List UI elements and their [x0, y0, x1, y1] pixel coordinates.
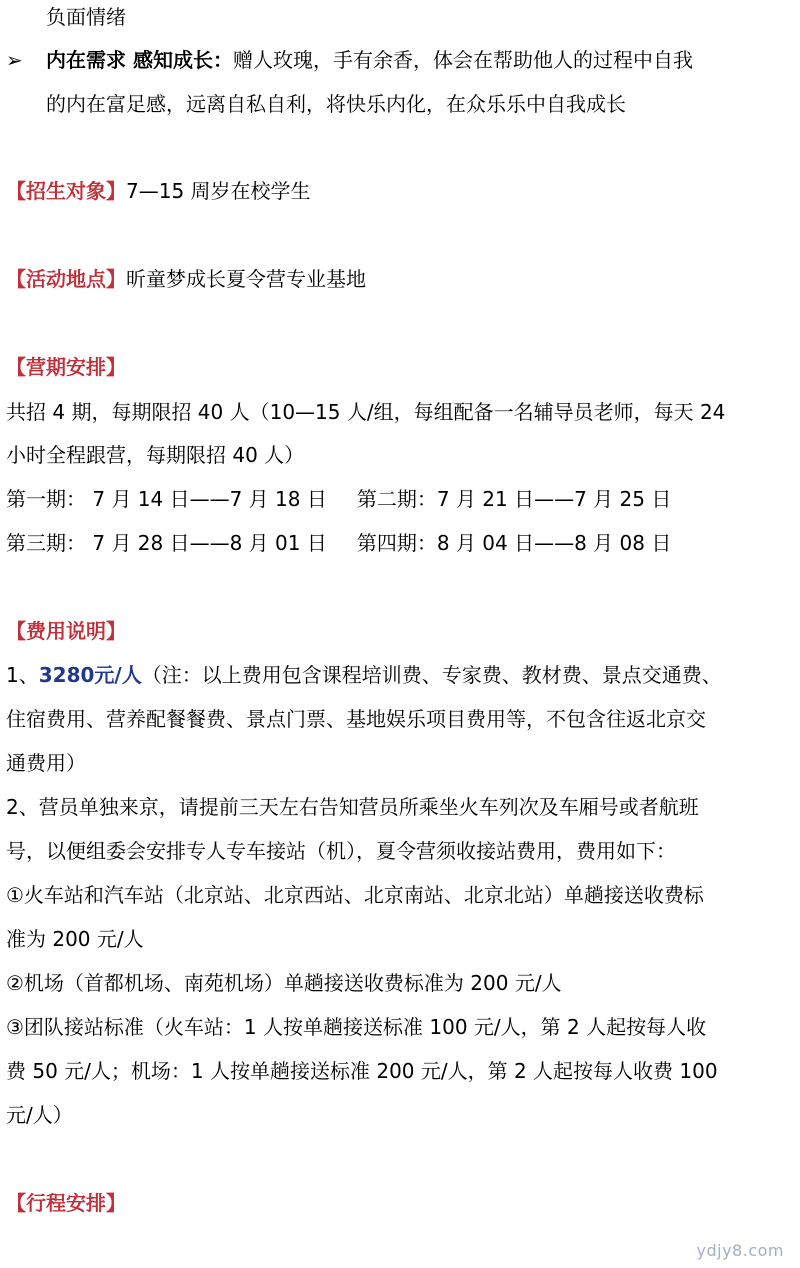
fee-item-1-line-2: 住宿费用、营养配餐餐费、景点门票、基地娱乐项目费用等，不包含往返北京交: [6, 707, 706, 731]
fee-item-1-line-3: 通费用）: [6, 751, 86, 775]
period-1: 第一期： 7 月 14 日——7 月 18 日: [6, 487, 327, 511]
fee-item-2-line-1: 2、营员单独来京，请提前三天左右告知营员所乘坐火车列次及车厢号或者航班: [6, 795, 699, 819]
location-row: [6, 264, 366, 294]
period-3: 第三期： 7 月 28 日——8 月 01 日: [6, 531, 327, 555]
period-row-2: [6, 528, 671, 558]
period-4: 第四期：8 月 04 日——8 月 08 日: [356, 531, 672, 555]
bullet-continuation: 的内在富足感，远离自私自利，将快乐内化，在众乐乐中自我成长: [46, 92, 626, 116]
enroll-row: [6, 176, 311, 206]
fee-item-1-prefix: 1、: [6, 663, 39, 687]
fees-label: 【费用说明】: [6, 619, 126, 643]
schedule-line-2: 小时全程跟营，每期限招 40 人）: [6, 443, 305, 467]
schedule-label: 【营期安排】: [6, 355, 126, 379]
pickup-rule-3-line-2: 费 50 元/人；机场：1 人按单趟接送标准 200 元/人，第 2 人起按每人收费 100: [6, 1059, 718, 1083]
pickup-rule-2: ②机场（首都机场、南苑机场）单趟接送收费标准为 200 元/人: [6, 971, 562, 995]
pickup-rule-3-line-3: 元/人）: [6, 1103, 73, 1127]
negative-emotion-text: 负面情绪: [46, 5, 126, 29]
pickup-rule-3-line-1: ③团队接站标准（火车站：1 人按单趟接送标准 100 元/人，第 2 人起按每人收: [6, 1015, 707, 1039]
period-2: 第二期：7 月 21 日——7 月 25 日: [356, 487, 672, 511]
fee-item-1-note: （注：以上费用包含课程培训费、专家费、教材费、景点交通费、: [141, 663, 722, 687]
price-text: 3280元/人: [38, 663, 142, 687]
pickup-rule-1-line-1: ①火车站和汽车站（北京站、北京西站、北京南站、北京北站）单趟接送收费标: [6, 883, 704, 907]
fee-item-2-line-2: 号，以便组委会安排专人专车接站（机），夏令营须收接站费用，费用如下：: [6, 839, 676, 863]
site-watermark: ydjy8.com: [696, 1241, 784, 1260]
period-row-1: [6, 484, 671, 514]
growth-bullet: [6, 45, 693, 75]
itinerary-row: [6, 1188, 126, 1218]
bullet-text: 赠人玫瑰，手有余香，体会在帮助他人的过程中自我: [232, 48, 693, 72]
itinerary-label: 【行程安排】: [6, 1191, 126, 1215]
location-value: 昕童梦成长夏令营专业基地: [126, 267, 366, 291]
fee-item-1: [6, 660, 722, 690]
bullet-heading: 内在需求 感知成长：: [46, 48, 233, 72]
enroll-value: 7—15 周岁在校学生: [126, 179, 311, 203]
location-label: 【活动地点】: [6, 267, 126, 291]
schedule-line-1: 共招 4 期，每期限招 40 人（10—15 人/组，每组配备一名辅导员老师，每天 24: [6, 400, 726, 424]
pickup-rule-1-line-2: 准为 200 元/人: [6, 927, 144, 951]
arrow-bullet-icon: ➢: [6, 48, 23, 72]
enroll-label: 【招生对象】: [6, 179, 126, 203]
